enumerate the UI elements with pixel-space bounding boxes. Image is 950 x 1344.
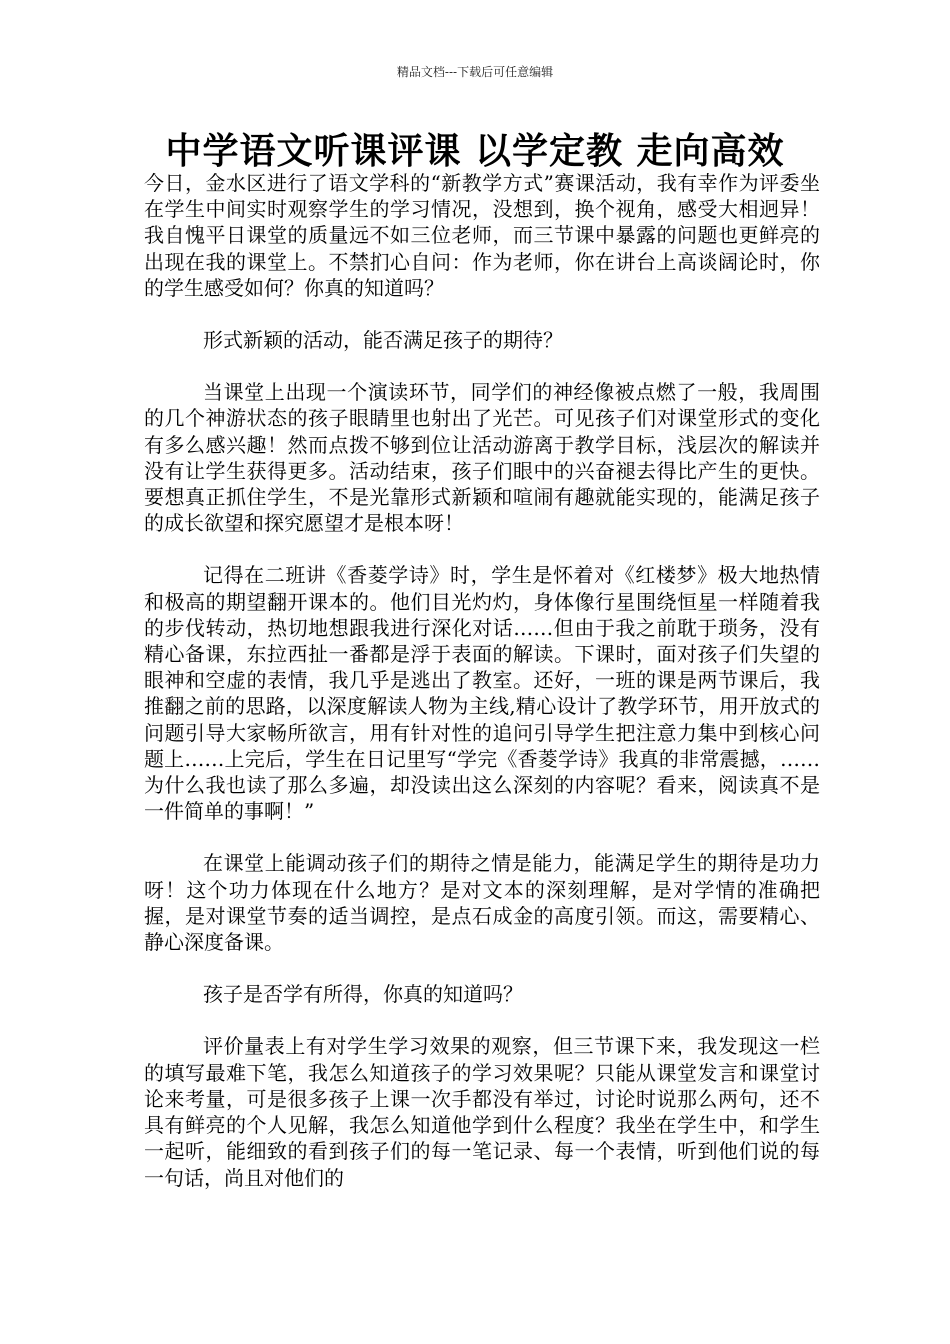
section-heading-learning: 孩子是否学有所得，你真的知道吗？: [203, 982, 523, 1007]
document-title: 中学语文听课评课 以学定教 走向高效: [165, 130, 785, 172]
section-heading-activity: 形式新颖的活动，能否满足孩子的期待？: [203, 328, 563, 353]
paragraph-activity: 当课堂上出现一个演读环节，同学们的神经像被点燃了一般，我周围的几个神游状态的孩子眼睛里也射出了光芒。可见孩子们对课堂形式的变化有多么感兴趣！然而点拨不够到位让活动游离于教学目标，浅层次的解读并没有让学生获得更多。活动结束，孩子们眼中的兴奋褪去得比产生的更快。要想真正抓住学生，不是光靠形式新颖和喧闹有趣就能实现的，能满足孩子的成长欲望和探究愿望才是根本呀！: [144, 380, 820, 536]
paragraph-xiangling-example: 记得在二班讲《香菱学诗》时，学生是怀着对《红楼梦》极大地热情和极高的期望翻开课本的。他们目光灼灼，身体像行星围绕恒星一样随着我的步伐转动，热切地想跟我进行深化对话……但由于我之前耽于琐务，没有精心备课，东拉西扯一番都是浮于表面的解读。下课时，面对孩子们失望的眼神和空虚的表情，我几乎是逃出了教室。还好，一班的课是两节课后，我推翻之前的思路，以深度解读人物为主线,精心设计了教学环节，用开放式的问题引导大家畅所欲言，用有针对性的追问引导学生把注意力集中到核心问题上……上完后，学生在日记里写“学完《香菱学诗》我真的非常震撼，……为什么我也读了那么多遍，却没读出这么深刻的内容呢？看来，阅读真不是一件简单的事啊！”: [144, 563, 820, 824]
page-header: 精品文档---下载后可任意编辑: [396, 65, 554, 79]
document-body: [144, 170, 820, 1191]
paragraph-expectation: 在课堂上能调动孩子们的期待之情是能力，能满足学生的期待是功力呀！这个功力体现在什么地方？是对文本的深刻理解，是对学情的准确把握，是对课堂节奏的适当调控，是点石成金的高度引领。而这，需要精心、静心深度备课。: [144, 851, 820, 955]
paragraph-intro: 今日，金水区进行了语文学科的“新教学方式”赛课活动，我有幸作为评委坐在学生中间实时观察学生的学习情况，没想到，换个视角，感受大相迥异！我自愧平日课堂的质量远不如三位老师，而三节课中暴露的问题也更鲜亮的出现在我的课堂上。不禁扪心自问：作为老师，你在讲台上高谈阔论时，你的学生感受如何？你真的知道吗？: [144, 171, 820, 300]
paragraph-evaluation: 评价量表上有对学生学习效果的观察，但三节课下来，我发现这一栏的填写最难下笔，我怎么知道孩子的学习效果呢？只能从课堂发言和课堂讨论来考量，可是很多孩子上课一次手都没有举过，讨论时说那么两句，还不具有鲜亮的个人见解，我怎么知道他学到什么程度？我坐在学生中，和学生一起听，能细致的看到孩子们的每一笔记录、每一个表情，听到他们说的每一句话，尚且对他们的: [144, 1034, 820, 1190]
